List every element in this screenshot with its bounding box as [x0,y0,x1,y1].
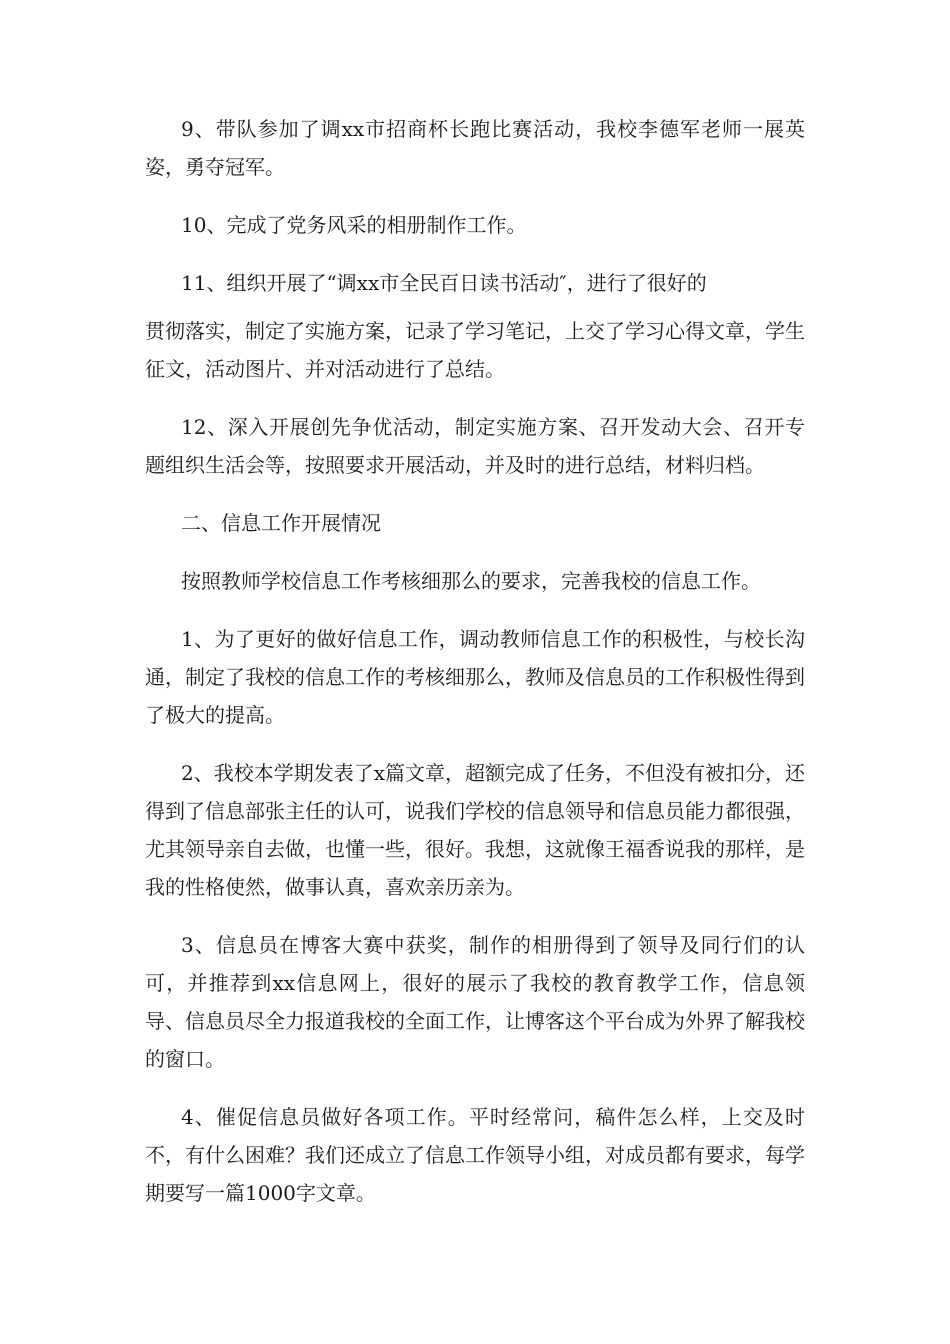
paragraph-item-12: 12、深入开展创先争优活动，制定实施方案、召开发动大会、召开专题组织生活会等，按照要求开展活动，并及时的进行总结，材料归档。 [145,415,805,477]
paragraph-item-11-continued: 贯彻落实，制定了实施方案，记录了学习笔记，上交了学习心得文章，学生征文，活动图片、并对活动进行了总结。 [145,319,805,381]
document-page [145,110,805,1232]
paragraph-info-2: 2、我校本学期发表了x篇文章，超额完成了任务，不但没有被扣分，还得到了信息部张主任的认可，说我们学校的信息领导和信息员能力都很强，尤其领导亲自去做，也懂一些，很好。我想，这就像王福香说我的那样，是我的性格使然，做事认真，喜欢亲历亲为。 [145,761,806,899]
paragraph-info-1: 1、为了更好的做好信息工作，调动教师信息工作的积极性，与校长沟通，制定了我校的信息工作的考核细那么，教师及信息员的工作积极性得到了极大的提高。 [145,627,805,727]
paragraph-item-10: 10、完成了党务风采的相册制作工作。 [181,213,527,237]
paragraph-item-11: 11、组织开展了“调xx市全民百日读书活动″，进行了很好的 [181,271,707,295]
paragraph-item-9: 9、带队参加了调xx市招商杯长跑比赛活动，我校李德军老师一展英姿，勇夺冠军。 [145,117,805,179]
paragraph-info-intro: 按照教师学校信息工作考核细那么的要求，完善我校的信息工作。 [181,569,761,593]
paragraph-info-4: 4、催促信息员做好各项工作。平时经常问，稿件怎么样，上交及时不，有什么困难？我们还成立了信息工作领导小组，对成员都有要求，每学期要写一篇1000字文章。 [145,1105,805,1205]
paragraph-info-3: 3、信息员在博客大赛中获奖，制作的相册得到了领导及同行们的认可，并推荐到xx信息网上，很好的展示了我校的教育教学工作，信息领导、信息员尽全力报道我校的全面工作，让博客这个平台成为外界了解我校的窗口。 [145,933,805,1071]
section-heading-info-work: 二、信息工作开展情况 [181,511,381,535]
